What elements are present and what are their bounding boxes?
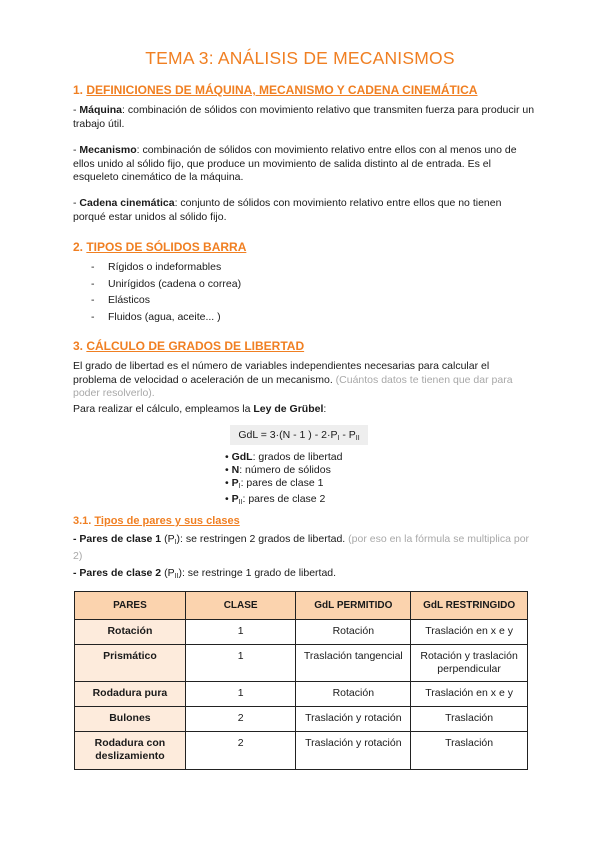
table-cell: 2 [185, 732, 296, 770]
definition-text: : conjunto de sólidos con movimiento relativo entre ellos que no tienen porqué estar unidos al sólido fijo. [73, 197, 502, 223]
section-title: DEFINICIONES DE MÁQUINA, MECANISMO Y CADENA CINEMÁTICA [86, 83, 478, 97]
term: Mecanismo [79, 144, 137, 156]
table-cell: Traslación tangencial [296, 645, 411, 682]
column-header: PARES [75, 592, 186, 620]
solid-types-list [91, 259, 241, 325]
list-item: - Rígidos o indeformables [91, 261, 222, 273]
column-header: CLASE [185, 592, 296, 620]
list-item: - Fluidos (agua, aceite... ) [91, 310, 221, 323]
table-cell: 1 [185, 682, 296, 707]
table-cell: Rotación y traslación perpendicular [411, 645, 528, 682]
definition-text: : combinación de sólidos con movimiento relativo que transmiten fuerza para producir un trabajo útil. [73, 104, 535, 130]
table-row [75, 732, 528, 770]
section-1-heading [73, 83, 477, 97]
list-item: - Elásticos [91, 294, 151, 306]
table-cell: Traslación [411, 707, 528, 732]
note-text: (por eso en la fórmula se multiplica por 2) [73, 533, 530, 562]
section-number: 3. [73, 339, 87, 353]
section-title: TIPOS DE SÓLIDOS BARRA [86, 240, 247, 254]
table-cell: Rodadura pura [75, 682, 186, 707]
gdl-paragraph: El grado de libertad es el número de variables independientes necesarias para calcular el problema de velocidad o aceleración de un mecanismo. (Cuántos datos te tienen que dar para poder resolverlo). [73, 360, 513, 399]
pares-clase-2: - Pares de clase 2 $(P_{II})$: se restringe 1 grado de libertad. [73, 567, 337, 580]
table-cell: 1 [185, 645, 296, 682]
table-cell: Rodadura con deslizamiento [75, 732, 186, 770]
table-cell: 1 [185, 620, 296, 645]
table-cell: Traslación en x e y [411, 620, 528, 645]
table-cell: Traslación [411, 732, 528, 770]
table-cell: Bulones [75, 707, 186, 732]
table-cell: Traslación y rotación [296, 732, 411, 770]
definition-mecanismo: - Mecanismo: combinación de sólidos con movimiento relativo entre ellos con al menos uno de ellos unido al sólido fijo, que produce un movimiento de salida distinto al de entrada. Es el esqueleto cinemático de la máquina. [73, 144, 517, 183]
definition-text: : combinación de sólidos con movimiento relativo entre ellos con al menos uno de ellos unido al sólido fijo, que produce un movimiento de salida distinto al de entrada. Es el esqueleto cinemático de la máquina. [73, 144, 517, 183]
law-name: Ley de Grübel [253, 403, 324, 415]
term: Cadena cinemática [79, 197, 175, 209]
table-cell: Prismático [75, 645, 186, 682]
table-row [75, 620, 528, 645]
table-row [75, 682, 528, 707]
definition-cadena: - Cadena cinemática: conjunto de sólidos con movimiento relativo entre ellos que no tienen porqué estar unidos al sólido fijo. [73, 197, 502, 223]
table-cell: Rotación [296, 620, 411, 645]
definition-maquina: - Máquina: combinación de sólidos con movimiento relativo que transmiten fuerza para producir un trabajo útil. [73, 104, 535, 130]
table-cell: Traslación en x e y [411, 682, 528, 707]
page-title: TEMA 3: ANÁLISIS DE MECANISMOS [145, 48, 455, 68]
section-title: Tipos de pares y sus clases [94, 515, 240, 527]
grubel-formula: GdL = 3·(N - 1 ) - $2\cdot P_I - P_{II}$ [230, 425, 368, 445]
list-item: - Unirígidos (cadena o correa) [91, 277, 242, 290]
table-cell: Rotación [75, 620, 186, 645]
section-2-heading [73, 240, 246, 254]
pares-table [74, 591, 528, 770]
table-header-row [75, 592, 528, 620]
table-row [75, 645, 528, 682]
column-header: GdL RESTRINGIDO [411, 592, 528, 620]
formula-definitions [225, 451, 343, 509]
note-text: (Cuántos datos te tienen que dar para poder resolverlo). [73, 373, 513, 399]
def-p1: • $P_I$: pares de clase 1 [225, 477, 324, 490]
table-cell: 2 [185, 707, 296, 732]
grubel-paragraph: Para realizar el cálculo, empleamos la Ley de Grübel: [73, 403, 327, 415]
section-number: 2. [73, 240, 87, 254]
table-cell: Traslación y rotación [296, 707, 411, 732]
pares-clase-1: - Pares de clase 1 $(P_I)$: se restringen 2 grados de libertad. (por eso en la fórmula se multiplica por 2) [73, 533, 530, 562]
def-p2: • $P_{II}$: pares de clase 2 [225, 493, 326, 506]
section-3-heading [73, 339, 304, 353]
section-number: 3.1. [73, 515, 95, 527]
term: Máquina [79, 104, 123, 116]
column-header: GdL PERMITIDO [296, 592, 411, 620]
table-row [75, 707, 528, 732]
section-title: CÁLCULO DE GRADOS DE LIBERTAD [86, 339, 305, 353]
section-number: 1. [73, 83, 87, 97]
table-cell: Rotación [296, 682, 411, 707]
section-3-1-heading [73, 515, 240, 527]
def-gdl: • GdL: grados de libertad [225, 451, 343, 463]
def-n: • N: número de sólidos [225, 464, 331, 476]
